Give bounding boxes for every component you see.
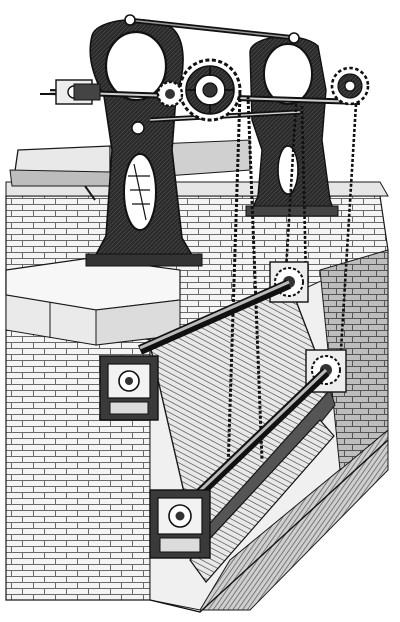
pinion-gear — [158, 82, 182, 106]
left-lower-bearing-housing — [150, 490, 210, 558]
left-upper-bearing-housing — [100, 356, 158, 420]
stone-slab — [6, 258, 180, 345]
right-sprocket — [332, 68, 368, 104]
large-gear-wheel — [180, 60, 240, 120]
